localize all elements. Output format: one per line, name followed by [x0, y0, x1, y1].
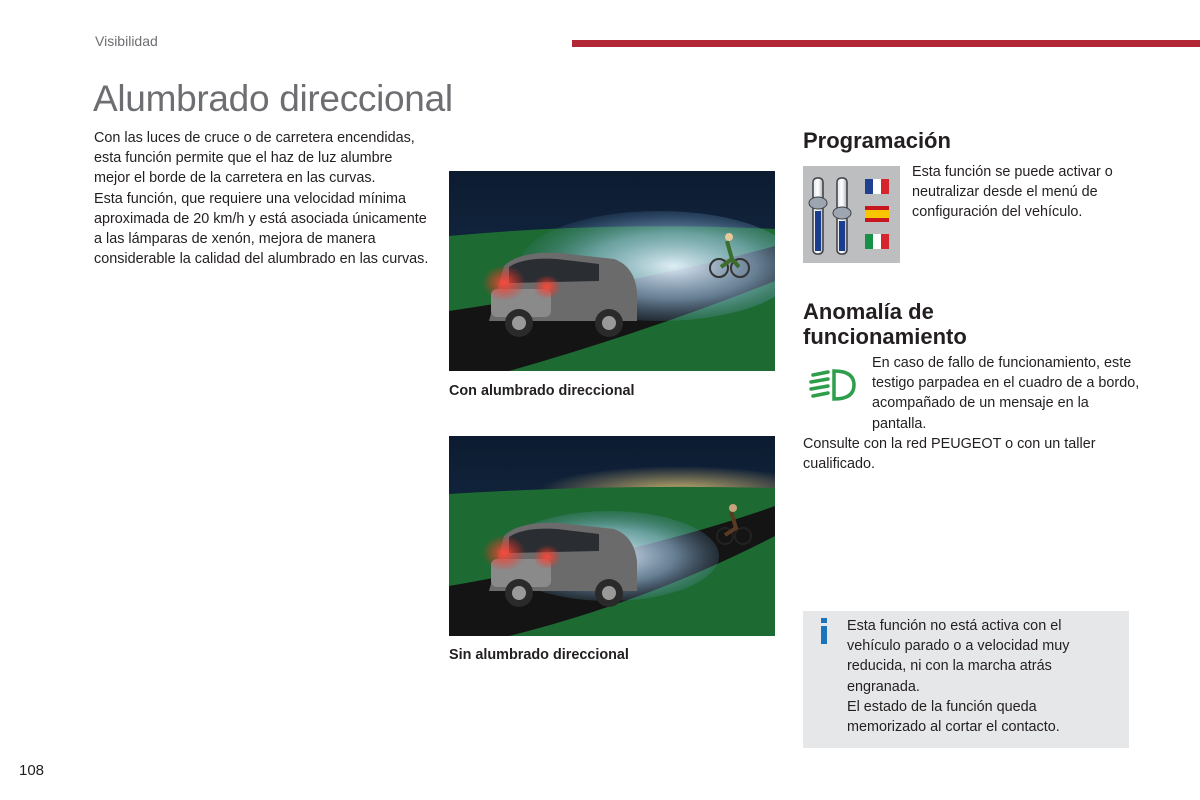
header-accent-bar [572, 40, 1200, 47]
photo-without-directional-lighting [449, 436, 775, 636]
info-icon [818, 618, 830, 644]
malfunction-contact-text: Consulte con la red PEUGEOT o con un taller cualificado. [803, 436, 1096, 473]
flag-es [865, 206, 889, 222]
settings-menu-icon [803, 166, 900, 263]
malfunction-heading: Anomalía de funcionamiento [803, 299, 967, 349]
flag-it [865, 234, 889, 249]
info-paragraph-2: El estado de la función queda memorizado al cortar el contacto. [847, 698, 1060, 736]
page-number: 108 [19, 762, 45, 779]
malfunction-text: En caso de fallo de funcionamiento, este testigo parpadea en el cuadro de a bordo, acompañado de un mensaje en la pantalla. [872, 355, 1140, 432]
info-note-text [847, 616, 1117, 737]
intro-text [94, 128, 429, 269]
caption-with-directional-lighting: Con alumbrado direccional [449, 383, 635, 399]
flag-fr [865, 179, 889, 194]
caption-without-directional-lighting: Sin alumbrado direccional [449, 647, 629, 663]
programming-text: Esta función se puede activar o neutralizar desde el menú de configuración del vehículo. [912, 164, 1113, 221]
photo-with-directional-lighting [449, 171, 775, 371]
page-title: Alumbrado direccional [93, 78, 453, 119]
programming-heading: Programación [803, 128, 951, 153]
section-label: Visibilidad [95, 33, 158, 49]
intro-paragraph-2: Esta función, que requiere una velocidad mínima aproximada de 20 km/h y está asociada únicamente a las lámparas de xenón, mejora de manera considerable la calidad del alumbrado en las curvas. [94, 190, 429, 268]
intro-paragraph-1: Con las luces de cruce o de carretera encendidas, esta función permite que el haz de luz alumbre mejor el borde de la carretera en las curvas. [94, 130, 415, 187]
info-paragraph-1: Esta función no está activa con el vehículo parado o a velocidad muy reducida, ni con la marcha atrás engranada. [847, 618, 1070, 695]
directional-light-warning-icon [808, 367, 858, 403]
